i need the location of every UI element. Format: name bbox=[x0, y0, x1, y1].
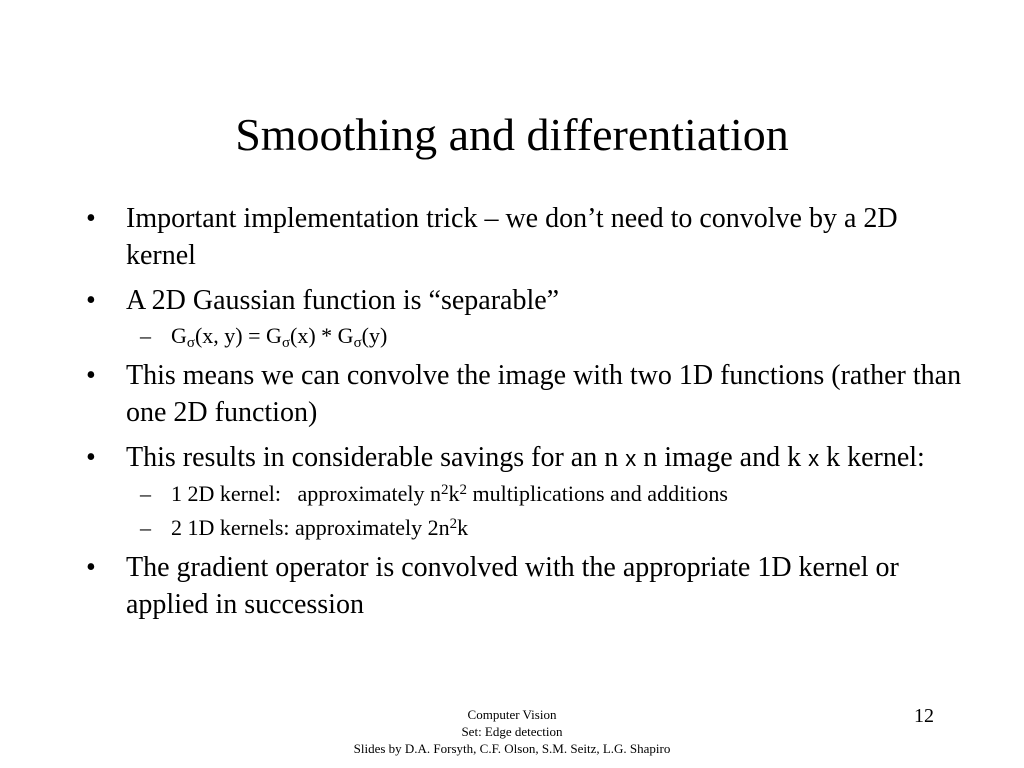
sub-bullet-text bbox=[171, 481, 728, 506]
footer-course: Computer Vision bbox=[467, 707, 557, 722]
text-part: This results in considerable savings for an n bbox=[126, 442, 626, 473]
formula-part: (x) * G bbox=[290, 323, 354, 348]
sub-bullet-mark: – bbox=[140, 515, 151, 540]
page-number: 12 bbox=[914, 705, 934, 727]
bullet-mark: • bbox=[86, 360, 96, 391]
sub-bullet-mark: – bbox=[140, 323, 151, 348]
formula-part: (y) bbox=[361, 323, 388, 348]
sub-bullet-text bbox=[171, 515, 468, 540]
bullet-text: This means we can convolve the image with two 1D functions (rather than one 2D function) bbox=[126, 360, 962, 428]
slide-footer bbox=[312, 706, 712, 757]
bullet-text bbox=[126, 442, 925, 473]
bullet-text: Important implementation trick – we don’t need to convolve by a 2D kernel bbox=[126, 203, 898, 271]
exponent: 2 bbox=[459, 482, 468, 498]
sub-bullet-item bbox=[84, 512, 964, 543]
sigma-subscript: σ bbox=[353, 335, 362, 351]
bullet-item bbox=[84, 357, 964, 431]
formula-part: (x, y) = G bbox=[194, 323, 282, 348]
bullet-text: A 2D Gaussian function is “separable” bbox=[126, 285, 560, 316]
formula-part: G bbox=[171, 323, 187, 348]
text-part: k bbox=[448, 481, 460, 506]
bullet-mark: • bbox=[86, 203, 96, 234]
times-symbol: x bbox=[625, 446, 637, 471]
text-part: k kernel: bbox=[819, 442, 925, 473]
separable-formula bbox=[171, 323, 388, 351]
sigma-subscript: σ bbox=[281, 335, 291, 351]
bullet-mark: • bbox=[86, 285, 96, 316]
exponent: 2 bbox=[441, 482, 449, 498]
sub-bullet-mark: – bbox=[140, 481, 151, 506]
sub-bullet-item bbox=[84, 478, 964, 509]
text-part: 1 2D kernel: approximately n bbox=[171, 481, 442, 506]
bullet-list bbox=[84, 200, 964, 631]
bullet-item bbox=[84, 200, 964, 274]
bullet-text: The gradient operator is convolved with the appropriate 1D kernel or applied in succession bbox=[126, 552, 899, 620]
bullet-item bbox=[84, 439, 964, 477]
footer-set: Set: Edge detection bbox=[461, 724, 563, 739]
text-part: 2 1D kernels: approximately 2n bbox=[171, 515, 450, 540]
slide-title: Smoothing and differentiation bbox=[235, 109, 789, 160]
exponent: 2 bbox=[449, 516, 458, 532]
times-symbol: x bbox=[808, 446, 820, 471]
sub-bullet-item bbox=[84, 320, 964, 351]
bullet-item bbox=[84, 549, 964, 623]
bullet-mark: • bbox=[86, 552, 96, 583]
text-part: multiplications and additions bbox=[467, 481, 728, 506]
text-part: k bbox=[457, 515, 469, 540]
text-part: n image and k bbox=[636, 442, 809, 473]
bullet-mark: • bbox=[86, 442, 96, 473]
bullet-item bbox=[84, 282, 964, 319]
sigma-subscript: σ bbox=[186, 335, 195, 351]
footer-credits: Slides by D.A. Forsyth, C.F. Olson, S.M. Seitz, L.G. Shapiro bbox=[353, 741, 671, 756]
